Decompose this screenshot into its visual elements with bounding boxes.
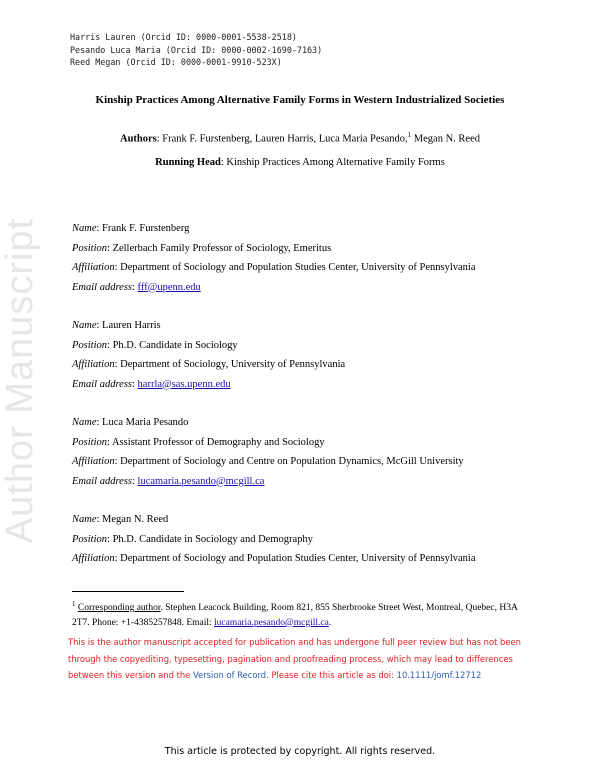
- footnote-end: .: [328, 617, 332, 628]
- affiliation-label: Affiliation: [72, 456, 115, 467]
- author-affiliation: Department of Sociology, University of Pennsylvania: [120, 359, 346, 370]
- affiliation-label: Affiliation: [72, 359, 115, 370]
- email-label: Email address: [72, 378, 132, 390]
- paper-title: Kinship Practices Among Alternative Family Forms in Western Industrialized Societies: [95, 94, 505, 106]
- author-email-link[interactable]: fff@upenn.edu: [137, 281, 201, 293]
- email-label: Email address: [72, 475, 132, 487]
- authors-last: Megan N. Reed: [411, 133, 480, 145]
- position-label: Position: [72, 339, 108, 351]
- author-name: Luca Maria Pesando: [102, 417, 189, 428]
- notice-text: This is the author manuscript accepted for publication and has undergone full peer review but has not been through the copyediting, typesetting, pagination and proofreading process, which may lead to differences between this version and the: [68, 637, 521, 680]
- notice-middle: . Please cite this article as doi:: [266, 670, 397, 680]
- authors-footnote-marker: 1: [407, 131, 412, 139]
- running-head-text: : Kinship Practices Among Alternative Family Forms: [220, 157, 445, 168]
- author-position: Zellerbach Family Professor of Sociology, Emeritus: [112, 242, 332, 254]
- copyright-notice: This article is protected by copyright. All rights reserved.: [164, 746, 436, 757]
- manuscript-notice: [68, 634, 528, 684]
- watermark-text: Author Manuscript: [0, 217, 42, 543]
- author-email-link[interactable]: harrla@sas.upenn.edu: [137, 378, 231, 390]
- author-position: Ph.D. Candidate in Sociology and Demography: [112, 533, 313, 545]
- corresponding-author-footnote: [72, 597, 534, 630]
- orcid-line: Pesando Luca Maria (Orcid ID: 0000-0002-1690-7163): [70, 44, 323, 55]
- author-name: Frank F. Furstenberg: [102, 223, 190, 234]
- name-label: Name: [72, 417, 97, 428]
- affiliation-label: Affiliation: [72, 553, 115, 564]
- author-block-pesando: Name: Luca Maria Pesando Position: Assistant Professor of Demography and Sociology Affiliation: Department of Sociology and Centre on Population Dynamics, McGill University Email address: lucamaria.pesando@mcgill.ca: [72, 417, 464, 487]
- orcid-list: [70, 31, 322, 69]
- author-name: Megan N. Reed: [102, 514, 169, 525]
- name-label: Name: [72, 223, 97, 234]
- author-affiliation: Department of Sociology and Population Studies Center, University of Pennsylvania: [120, 262, 476, 273]
- orcid-line: Reed Megan (Orcid ID: 0000-0001-9910-523X): [70, 57, 282, 67]
- author-position: Ph.D. Candidate in Sociology: [112, 339, 238, 351]
- affiliation-label: Affiliation: [72, 262, 115, 273]
- author-position: Assistant Professor of Demography and Sociology: [111, 436, 325, 448]
- orcid-line: Harris Lauren (Orcid ID: 0000-0001-5538-2518): [70, 32, 297, 42]
- email-label: Email address: [72, 281, 132, 293]
- author-manuscript-watermark: [2, 140, 40, 620]
- author-email-link[interactable]: lucamaria.pesando@mcgill.ca: [137, 475, 265, 487]
- position-label: Position: [72, 436, 108, 448]
- running-head-line: [0, 157, 600, 168]
- running-head-label: Running Head: [155, 157, 221, 168]
- authors-line: [0, 131, 600, 145]
- author-name: Lauren Harris: [102, 320, 161, 331]
- author-block-reed: Name: Megan N. Reed Position: Ph.D. Candidate in Sociology and Demography Affiliation: Department of Sociology and Population Studies Center, University of Pennsylvania: [72, 514, 476, 564]
- authors-label: Authors: [120, 133, 157, 145]
- footnote-marker: 1: [72, 600, 76, 608]
- name-label: Name: [72, 320, 97, 331]
- name-label: Name: [72, 514, 97, 525]
- author-block-harris: Name: Lauren Harris Position: Ph.D. Candidate in Sociology Affiliation: Department of Sociology, University of Pennsylvania Email address: harrla@sas.upenn.edu: [72, 320, 346, 390]
- doi-link[interactable]: 10.1111/jomf.12712: [396, 670, 482, 680]
- version-of-record-link[interactable]: Version of Record: [192, 670, 267, 680]
- author-affiliation: Department of Sociology and Centre on Population Dynamics, McGill University: [120, 456, 464, 467]
- author-block-furstenberg: Name: Frank F. Furstenberg Position: Zellerbach Family Professor of Sociology, Emeritus Affiliation: Department of Sociology and Population Studies Center, University of Pennsylvania Email address: fff@upenn.edu: [72, 223, 476, 293]
- authors-text: : Frank F. Furstenberg, Lauren Harris, Luca Maria Pesando,: [156, 133, 408, 145]
- footnote-email-link[interactable]: lucamaria.pesando@mcgill.ca: [214, 617, 329, 628]
- footnote-divider: [72, 591, 184, 592]
- author-affiliation: Department of Sociology and Population Studies Center, University of Pennsylvania: [120, 553, 476, 564]
- corresponding-author-label: Corresponding author: [77, 603, 161, 614]
- footnote-text: . Stephen Leacock Building, Room 821, 855 Sherbrooke Street West, Montreal, Quebec, H3A 2T7. Phone: +1-4385257848. Email:: [72, 603, 518, 628]
- position-label: Position: [72, 242, 108, 254]
- position-label: Position: [72, 533, 108, 545]
